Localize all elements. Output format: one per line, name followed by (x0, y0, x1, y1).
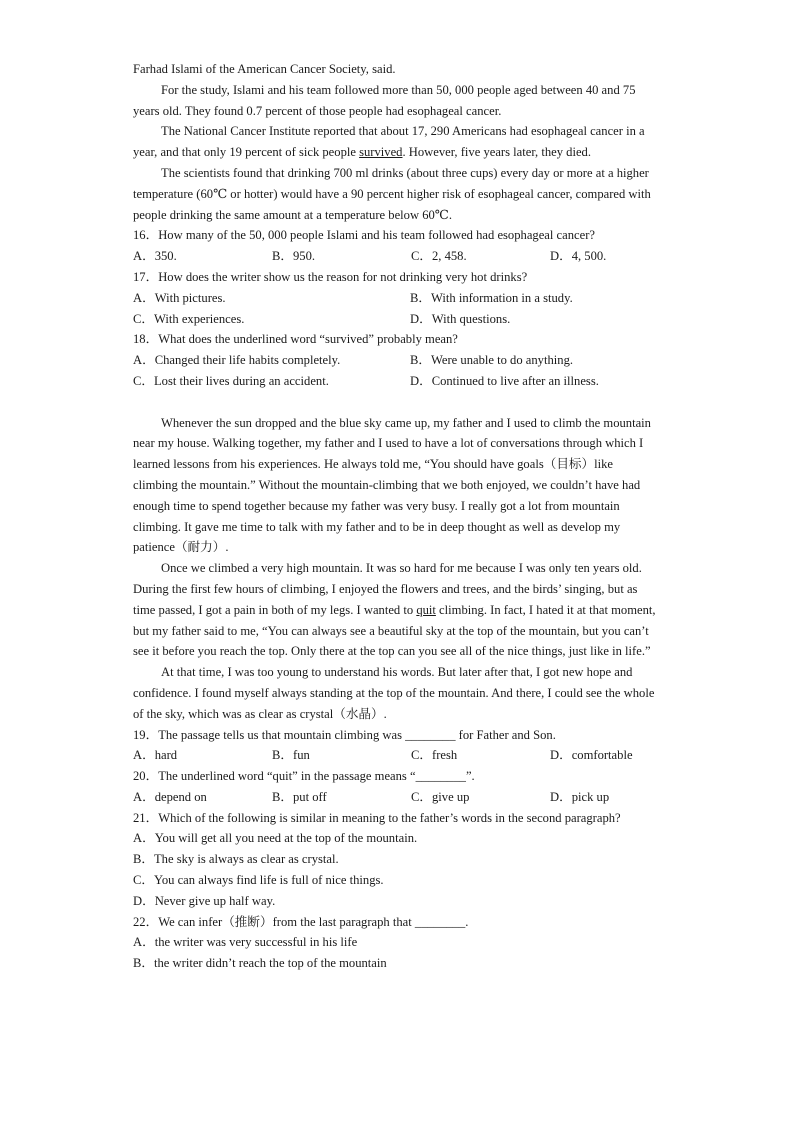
question-17-options-row-1 (133, 288, 657, 309)
question-18-option-b: B．Were unable to do anything. (410, 353, 574, 368)
question-22-stem: 22．We can infer（推断）from the last paragraph that ________. (133, 914, 469, 929)
passage2-paragraph-3: At that time, I was too young to understand his words. But later after that, I got new hope and confidence. I found myself always standing at the top of the mountain. And there, I could see the whole of the sky, which was as clear as crystal（水晶）. (133, 665, 655, 721)
question-16-stem: 16．How many of the 50, 000 people Islami and his team followed had esophageal cancer? (133, 228, 595, 243)
question-18-option-c: C．Lost their lives during an accident. (133, 373, 329, 388)
question-16-option-a: A．350. (133, 249, 177, 264)
question-21-option-d: D．Never give up half way. (133, 893, 276, 908)
question-19-option-c: C．fresh (411, 748, 458, 763)
passage2-p2-text-a: Once we climbed a very high mountain. It was so hard for me because I was only ten years old. During the first few hours of climbing, I enjoyed the flowers and trees, and the birds’ singing, but as time passed, I got a pain in both of my legs. I wanted to (133, 561, 642, 617)
question-17-option-b: B．With information in a study. (410, 290, 573, 305)
passage2-paragraph-2 (133, 558, 657, 662)
question-17-option-c: C．With experiences. (133, 311, 245, 326)
passage1-paragraph-2 (133, 121, 657, 163)
question-20-option-a: A．depend on (133, 789, 207, 804)
passage1-p2-text-a: The National Cancer Institute reported that about 17, 290 Americans had esophageal cancer in a year, and that only 19 percent of sick people (133, 124, 645, 160)
question-17-options-row-2 (133, 309, 657, 330)
question-20-option-d: D．pick up (550, 789, 610, 804)
passage1-p2-text-b: . However, five years later, they died. (402, 145, 592, 160)
question-20-option-c: C．give up (411, 789, 470, 804)
question-19-stem: 19．The passage tells us that mountain climbing was ________ for Father and Son. (133, 727, 556, 742)
passage1-line0: Farhad Islami of the American Cancer Society, said. (133, 62, 396, 76)
question-22-option-a: A．the writer was very successful in his life (133, 935, 358, 950)
question-17-stem: 17．How does the writer show us the reason for not drinking very hot drinks? (133, 269, 528, 284)
question-18-option-a: A．Changed their life habits completely. (133, 353, 341, 368)
question-17-option-a: A．With pictures. (133, 290, 226, 305)
question-18-options-row-2 (133, 371, 657, 392)
question-20-option-b: B．put off (272, 789, 327, 804)
question-16-option-c: C．2, 458. (411, 249, 467, 264)
question-17-option-d: D．With questions. (410, 311, 511, 326)
question-21-stem: 21．Which of the following is similar in meaning to the father’s words in the second paragraph? (133, 810, 621, 825)
question-21-option-b: B．The sky is always as clear as crystal. (133, 852, 339, 867)
question-21-option-a: A．You will get all you need at the top of the mountain. (133, 831, 418, 846)
question-19-options (133, 745, 657, 766)
section-gap (133, 392, 657, 413)
question-21-option-c: C．You can always find life is full of nice things. (133, 873, 384, 888)
question-22-option-b: B．the writer didn’t reach the top of the mountain (133, 956, 387, 971)
question-20-stem: 20．The underlined word “quit” in the passage means “________”. (133, 769, 475, 784)
passage1-paragraph-3: The scientists found that drinking 700 ml drinks (about three cups) every day or more at a higher temperature (60℃ or hotter) would have a 90 percent higher risk of esophageal cancer, compared with people drinking the same amount at a temperature below 60℃. (133, 165, 651, 222)
passage1-paragraph-1: For the study, Islami and his team followed more than 50, 000 people aged between 40 and 75 years old. They found 0.7 percent of those people had esophageal cancer. (133, 82, 636, 118)
question-16-options (133, 246, 657, 267)
question-19-option-a: A．hard (133, 748, 178, 763)
question-18-option-d: D．Continued to live after an illness. (410, 373, 599, 388)
underlined-word-quit: quit (416, 602, 436, 617)
question-20-options (133, 787, 657, 808)
exam-page (133, 59, 657, 974)
question-18-stem: 18．What does the underlined word “survived” probably mean? (133, 332, 458, 347)
question-19-option-d: D．comfortable (550, 748, 633, 763)
underlined-word-survived: survived (359, 145, 403, 160)
question-16-option-b: B．950. (272, 249, 316, 264)
passage2-p2-text-b: climbing. In fact, I hated it at that moment, but my father said to me, “You can always see a beautiful sky at the top of the mountain, but you can’t see it before you reach the top. Only there at the top can you see all of the nice things, just like in life.” (133, 602, 656, 659)
question-19-option-b: B．fun (272, 748, 310, 763)
question-16-option-d: D．4, 500. (550, 249, 607, 264)
passage2-paragraph-1: Whenever the sun dropped and the blue sky came up, my father and I used to climb the mountain near my house. Walking together, my father and I used to have a lot of conversations through which I learned lessons from his experiences. He always told me, “You should have goals（目标）like climbing the mountain.” Without the mountain-climbing that we both enjoyed, we couldn’t have had enough time to spend together because my father was very busy. I really got a lot from mountain climbing. It gave me time to talk with my father and to be in deep thought as well as develop my patience（耐力）. (133, 415, 651, 555)
question-18-options-row-1 (133, 350, 657, 371)
